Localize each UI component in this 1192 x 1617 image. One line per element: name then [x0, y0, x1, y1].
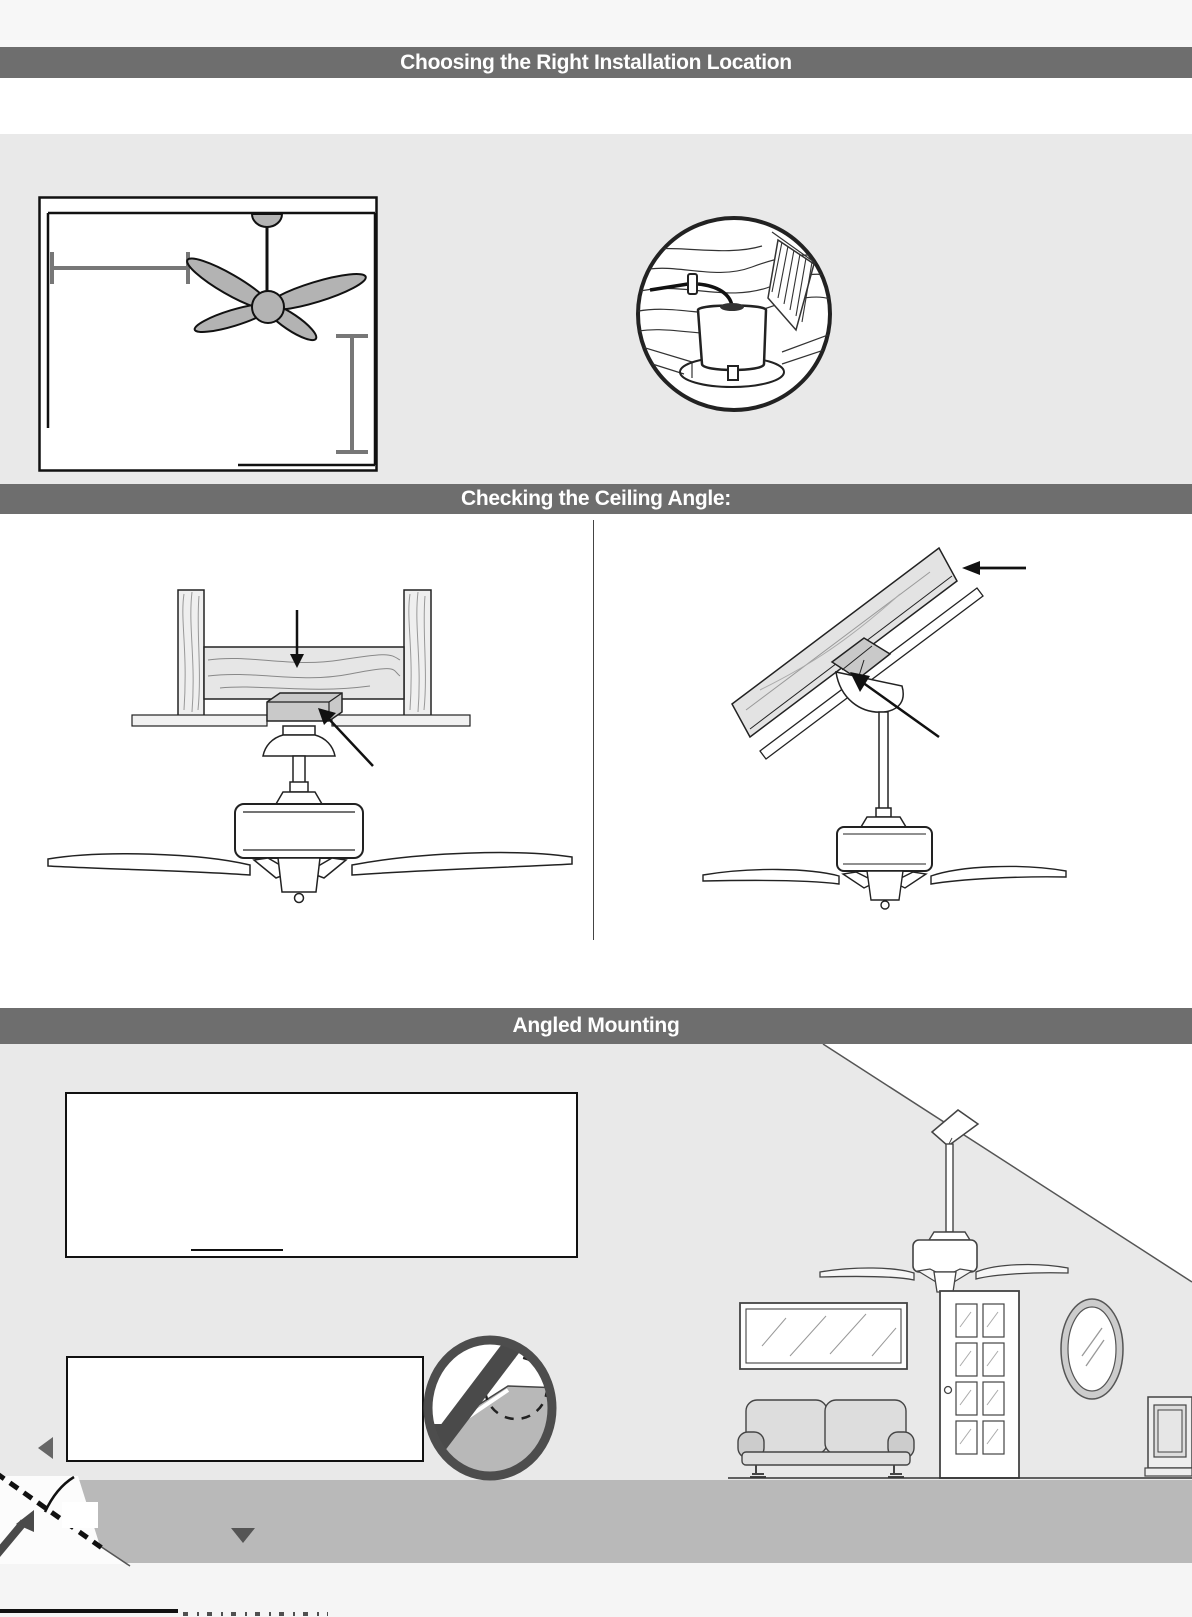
angled-ceiling-fan-diagram — [660, 530, 1140, 930]
door-knob — [945, 1387, 952, 1394]
down-triangle-marker — [231, 1528, 255, 1543]
no-flush-mount-inset — [420, 1332, 560, 1484]
flat-ceiling-fan-diagram — [40, 560, 580, 952]
section-title: Checking the Ceiling Angle: — [461, 487, 731, 510]
fan-canopy — [263, 726, 335, 756]
section-title: Choosing the Right Installation Location — [400, 50, 792, 74]
blank-angle-label — [62, 1502, 98, 1528]
fan-downrod — [290, 756, 308, 792]
junction-box-inset — [632, 212, 836, 416]
column-divider — [593, 520, 594, 940]
motor-top — [861, 817, 906, 827]
ceiling-angle-wedge-diagram — [0, 1430, 200, 1570]
ceiling-joist — [204, 647, 404, 699]
side-cabinet — [1145, 1397, 1192, 1476]
motor-housing — [837, 827, 932, 871]
footer-band — [0, 1563, 1192, 1617]
section-header-angled-mounting — [0, 1008, 1192, 1044]
room-top-view-diagram — [38, 196, 378, 472]
spacer-band — [0, 78, 1192, 134]
section-title: Angled Mounting — [512, 1014, 680, 1037]
sofa — [738, 1400, 914, 1477]
section-header-ceiling-angle — [0, 484, 1192, 514]
sloped-joist-board — [732, 548, 957, 737]
motor-top — [276, 792, 322, 804]
blank-underline — [191, 1249, 283, 1251]
switch-housing — [278, 858, 320, 903]
oval-mirror — [1061, 1299, 1123, 1399]
page-edge-rule — [0, 1609, 178, 1613]
fan-downrod — [876, 712, 891, 817]
cable-staple — [688, 274, 697, 294]
wall-mirror-rect — [740, 1303, 907, 1369]
section-header-installation-location — [0, 47, 1192, 78]
room-outer-wall — [40, 198, 377, 471]
junction-box — [698, 306, 766, 381]
clipped-text-fragment — [183, 1612, 328, 1616]
cable-connector — [720, 303, 744, 311]
arrow-to-ceiling — [962, 561, 1026, 575]
note-box-1 — [65, 1092, 578, 1258]
motor-housing — [235, 804, 363, 858]
switch-housing — [867, 871, 903, 909]
sloped-ceiling-room-illustration — [690, 1044, 1192, 1480]
french-door — [940, 1291, 1019, 1478]
